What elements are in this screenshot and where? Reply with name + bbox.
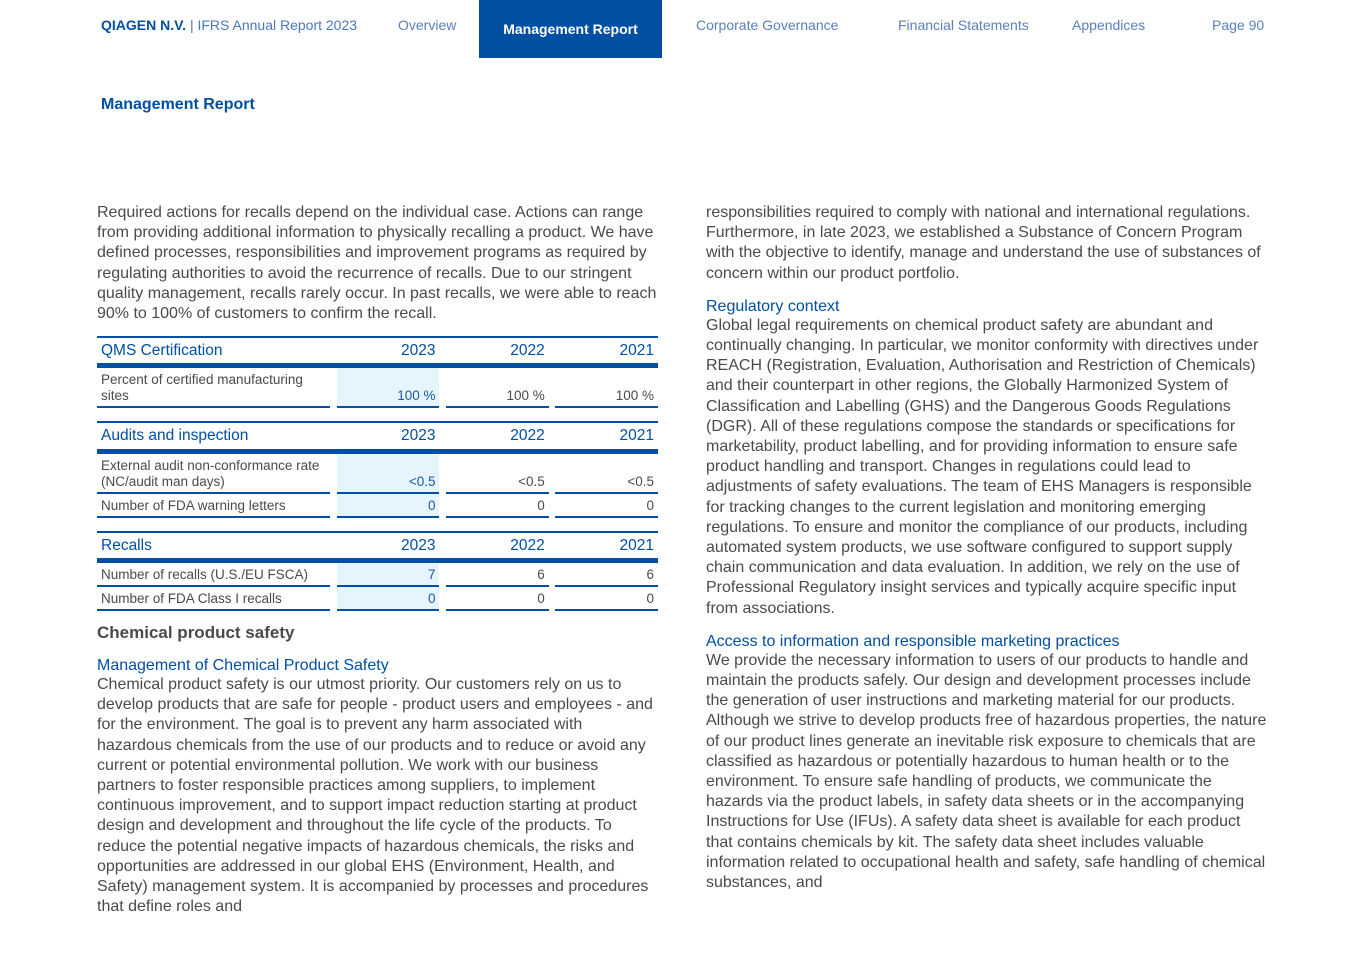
value-2022: 0: [446, 587, 549, 611]
table-row: [97, 563, 658, 587]
recalls-intro-paragraph: Required actions for recalls depend on the individual case. Actions can range from providing additional information to physically recalling a product. We have defined processes, responsibilities and improvement programs as required by regulating authorities to avoid the recurrence of recalls. Due to our stringent quality management, recalls rarely occur. In past recalls, we were able to reach 90% to 100% of customers to confirm the recall.: [97, 204, 657, 323]
value-2022: 0: [446, 494, 549, 518]
year-header: 2021: [555, 421, 658, 453]
company-name: QIAGEN N.V.: [101, 17, 187, 33]
page-number: Page 90: [1212, 17, 1265, 33]
value-2021: 0: [555, 587, 658, 611]
row-label: Number of recalls (U.S./EU FSCA): [97, 563, 330, 587]
value-2022: 6: [446, 563, 549, 587]
value-2023: <0.5: [337, 454, 440, 494]
table-header-row: [97, 531, 658, 563]
value-2023: 7: [337, 563, 440, 587]
value-2023: 0: [337, 494, 440, 518]
value-2021: 0: [555, 494, 658, 518]
recalls-table: [97, 531, 658, 611]
continuation-paragraph: responsibilities required to comply with national and international regulations. Furthermore, in late 2023, we established a Substance of Concern Program with the objective to identify, manage and understand the use of substances of concern within our product portfolio.: [706, 204, 1261, 282]
left-column: [97, 203, 659, 917]
year-header: 2023: [337, 336, 440, 368]
access-information-subheading: Access to information and responsible marketing practices: [706, 632, 1120, 650]
regulatory-context-paragraph: Global legal requirements on chemical product safety are abundant and continually changing. In particular, we monitor conformity with directives under REACH (Registration, Evaluation, Authorisation and Restriction of Chemicals) and their counterpart in other regions, the Globally Harmonized System of Classification and Labelling (GHS) and the Dangerous Goods Regulations (DGR). All of these regulations compose the standards or specifications for marketability, product labelling, and for providing information to ensure safe product handling and transport. Changes in regulations could lead to adjustments of safety evaluations. The team of EHS Managers is responsible for tracking changes to the current legislation and monitoring emerging regulations. To ensure and monitor the compliance of our products, including automated system products, we use software configured to support supply chain communication and data evaluation. In addition, we rely on the use of Professional Regulatory insight services and typically acquire specific input from associations.: [706, 316, 1259, 617]
year-header: 2023: [337, 421, 440, 453]
value-2021: 100 %: [555, 368, 658, 408]
regulatory-context-subheading: Regulatory context: [706, 297, 840, 315]
top-navigation: [0, 0, 1365, 58]
report-name: IFRS Annual Report 2023: [197, 17, 358, 33]
nav-management-report[interactable]: Management Report: [479, 0, 662, 58]
row-label: Percent of certified manufacturing sites: [97, 368, 330, 408]
chemical-safety-paragraph: Chemical product safety is our utmost priority. Our customers rely on us to develop products that are safe for people - product users and employees - and for the environment. The goal is to prevent any harm associated with hazardous chemicals from the use of our products and to reduce or avoid any current or potential environmental pollution. We work with our business partners to foster responsible practices among suppliers, to implement continuous improvement, and to support impact reduction starting at product design and development and throughout the life cycle of the products. To reduce the potential negative impacts of hazardous chemicals, the risks and opportunities are addressed in our global EHS (Environment, Health, and Safety) management system. It is accompanied by processes and procedures that define roles and: [97, 676, 653, 916]
year-header: 2023: [337, 531, 440, 563]
nav-financial-statements[interactable]: Financial Statements: [898, 17, 1029, 33]
table-title: Audits and inspection: [97, 421, 337, 453]
row-label: Number of FDA warning letters: [97, 494, 330, 518]
right-column: [706, 203, 1268, 893]
report-brand: QIAGEN N.V. | IFRS Annual Report 2023: [101, 17, 358, 33]
chemical-product-safety-heading: Chemical product safety: [97, 622, 295, 642]
nav-overview[interactable]: Overview: [398, 17, 457, 33]
table-row: [97, 368, 658, 408]
year-header: 2022: [446, 531, 549, 563]
table-row: [97, 454, 658, 494]
year-header: 2021: [555, 531, 658, 563]
management-chemical-safety-subheading: Management of Chemical Product Safety: [97, 657, 389, 675]
nav-corporate-governance[interactable]: Corporate Governance: [696, 17, 839, 33]
table-header-row: [97, 421, 658, 453]
row-label: Number of FDA Class I recalls: [97, 587, 330, 611]
year-header: 2022: [446, 421, 549, 453]
table-row: [97, 494, 658, 518]
access-information-paragraph: We provide the necessary information to users of our products to handle and maintain the products safely. Our design and development processes include the generation of user instructions and marketing material for our products. Although we strive to develop products free of hazardous properties, the nature of our product lines generate an inevitable risk exposure to chemicals that are classified as hazardous or potentially hazardous to human health or to the environment. To ensure safe handling of products, we communicate the hazards via the product labels, in safety data sheets or in the accompanying Instructions for Use (IFUs). A safety data sheet is available for each product that contains chemicals by kit. The safety data sheet includes valuable information related to occupational health and safety, safe handling of chemical substances, and: [706, 651, 1267, 892]
row-label: External audit non-conformance rate (NC/audit man days): [97, 454, 330, 494]
year-header: 2022: [446, 336, 549, 368]
year-header: 2021: [555, 336, 658, 368]
table-title: Recalls: [97, 531, 337, 563]
table-title: QMS Certification: [97, 336, 337, 368]
table-row: [97, 587, 658, 611]
section-title: Management Report: [101, 96, 255, 113]
audits-inspection-table: [97, 421, 658, 517]
nav-appendices[interactable]: Appendices: [1072, 17, 1146, 33]
value-2022: <0.5: [446, 454, 549, 494]
table-header-row: [97, 336, 658, 368]
value-2021: 6: [555, 563, 658, 587]
value-2023: 0: [337, 587, 440, 611]
value-2023: 100 %: [337, 368, 440, 408]
value-2022: 100 %: [446, 368, 549, 408]
value-2021: <0.5: [555, 454, 658, 494]
qms-certification-table: [97, 336, 658, 408]
